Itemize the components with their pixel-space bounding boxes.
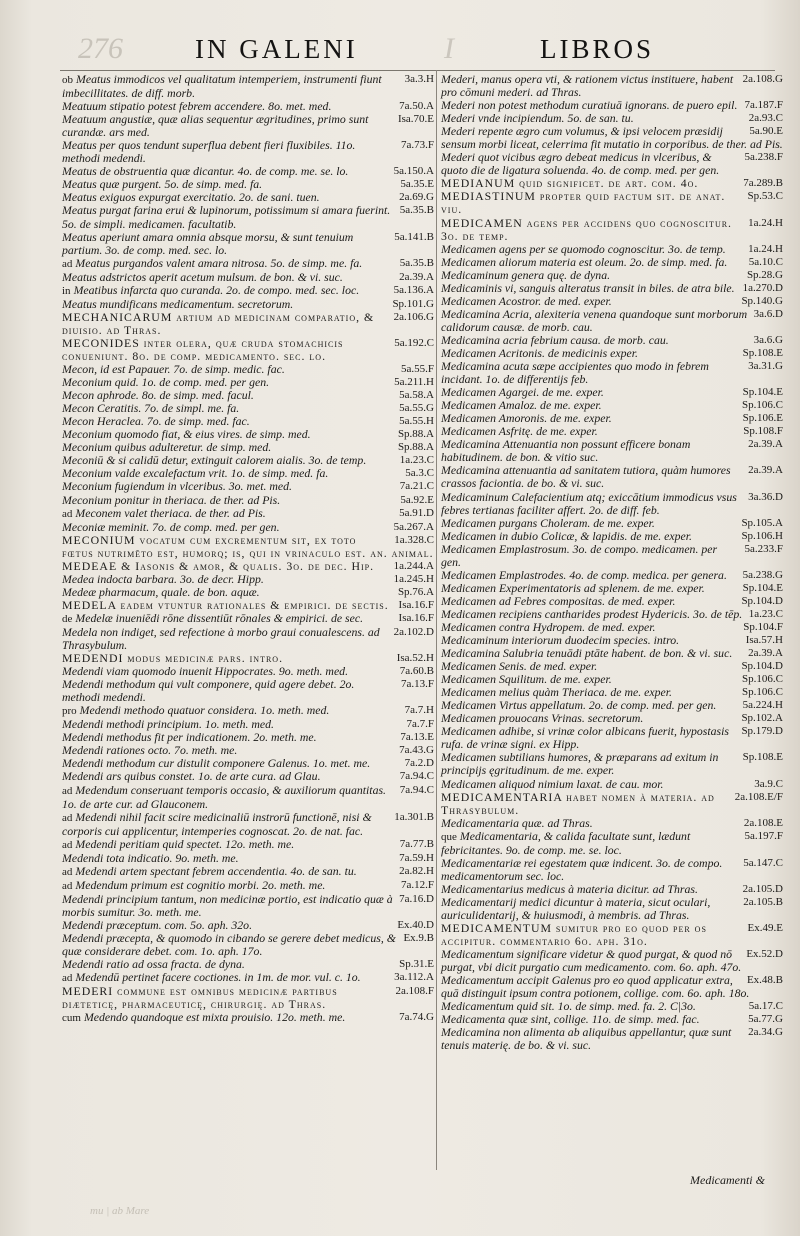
entry-reference: 7a.59.H (399, 851, 434, 864)
entry-reference: Isa.57.H (745, 634, 783, 647)
entry-text: Medicamina Salubria tenuādi ptāte habent. de bon. & vi. suc. (441, 646, 733, 661)
entry-text: Medicamentum accipit Galenus pro eo quod applicatur extra, quā distinguit ipsum contra potionem, collige. com. 6o. aph. 18o. (441, 973, 750, 1001)
entry-reference: 1a.328.C (394, 533, 434, 546)
entry-text: Meconium quibus adulteretur. de simp. med. (62, 440, 272, 455)
entry-text: Medicamen contra Hydropem. de med. exper. (441, 619, 656, 634)
entry-prefix: ad (62, 865, 73, 878)
entry-text: Medicamen Virtus appellatum. 2o. de comp. med. per gen. (441, 698, 717, 713)
entry-reference: 5a.267.A (393, 520, 434, 533)
entry-reference: 7a.43.G (399, 744, 434, 757)
entry-text: Medicamentum significare videtur & quod purgat, & quod nō purgat, vbi dicit purgatio cum medicamento. com. 6o. aph. 47o. (441, 947, 742, 975)
entry-reference: 5a.197.F (744, 829, 783, 842)
entry-text: Medicamen agens per se quomodo cognoscitur. 3o. de temp. (441, 241, 726, 256)
index-entry (441, 922, 783, 948)
index-entry (441, 791, 783, 817)
index-entry (62, 337, 434, 363)
entry-reference: 2a.105.D (742, 882, 783, 895)
entry-reference: 3a.36.D (748, 490, 783, 503)
entry-reference: 7a.77.B (399, 837, 434, 850)
entry-reference: Sp.106.C (742, 673, 783, 686)
entry-text: Meatus quæ purgent. 5o. de simp. med. fa. (62, 177, 263, 192)
entry-text: Medicamentarij medici dicuntur à materia, sicut oculari, auriculidentarij, & huiusmodi, à membris. ad Thras. (441, 894, 711, 922)
entry-reference: 2a.39.A (748, 438, 783, 451)
entry-reference: 2a.82.H (399, 864, 434, 877)
entry-reference: Sp.108.E (742, 751, 783, 764)
entry-reference: Isa.70.E (397, 113, 434, 126)
entry-reference: 7a.73.F (401, 139, 434, 152)
index-entry (62, 893, 434, 919)
entry-text: Medendum conseruant temporis occasio, & auxiliorum quantitas. 1o. de arte cur. ad Glauconem. (62, 782, 387, 811)
entry-text: Meatus exiguos expurgat exercitatio. 2o. de sani. tuen. (62, 190, 320, 205)
entry-text: Medicamina Attenuantia non possunt efficere bonam habitudinem. de bon. & vitio suc. (441, 437, 691, 465)
entry-reference: 5a.192.C (394, 336, 434, 349)
entry-text: Meconiæ meminit. 7o. de comp. med. per gen. (62, 519, 280, 534)
entry-reference: Sp.88.A (397, 428, 434, 441)
entry-text: Meconem valet theriaca. de ther. ad Pis. (75, 505, 266, 520)
index-entry (441, 974, 783, 1000)
entry-text: Medicamen Acritonis. de medicinis exper. (441, 345, 638, 360)
entry-text: Medicamen subtilians humores, & præparans ad exitum in principijs ęgritudinum. de me. exper. (441, 750, 719, 778)
entry-reference: 2a.108.G (742, 73, 783, 85)
entry-text: Mecon aphrode. 8o. de simp. med. facul. (62, 388, 254, 403)
entry-text: Medendi viam quomodo inuenit Hippocrates. 9o. meth. med. (62, 664, 349, 679)
entry-reference: Sp.101.G (392, 297, 434, 310)
entry-reference: 2a.39.A (748, 647, 783, 660)
index-entry (62, 932, 434, 958)
entry-reference: 2a.108.E/F (734, 790, 783, 803)
entry-reference: 7a.94.C (399, 783, 434, 796)
entry-reference: Sp.53.C (747, 190, 783, 203)
entry-reference: 3a.112.A (394, 971, 434, 984)
entry-text: Medicamen aliquod nimium laxat. de cau. mor. (441, 776, 664, 791)
entry-reference: 5a.238.F (744, 151, 783, 164)
index-entry (441, 725, 783, 751)
index-entry (441, 491, 783, 517)
entry-reference: 2a.39.A (748, 464, 783, 477)
index-entry (62, 811, 434, 838)
index-entry (62, 838, 434, 852)
entry-reference: 2a.34.G (748, 1026, 783, 1039)
entry-text: Mederi, manus opera vti, & rationem victus instituere, habent pro cōmuni mederi. ad Thras. (441, 72, 734, 100)
entry-text: Meatus purgandos valent amara nitrosa. 5o. de simp. me. fa. (75, 255, 363, 270)
entry-text: Medelæ inueniēdi rōne dissentiūt rōnales & empirici. de sec. (75, 610, 364, 625)
entry-reference: 5a.136.A (393, 283, 434, 296)
bleed-through-text: mu | ab Mare (90, 1205, 150, 1217)
entry-prefix: de (62, 612, 73, 625)
entry-reference: 7a.13.F (401, 678, 434, 691)
entry-reference: 1a.245.H (393, 572, 434, 585)
entry-reference: 5a.3.C (405, 467, 434, 480)
entry-reference: Sp.108.F (743, 425, 783, 438)
folio-number: 276 (78, 32, 123, 65)
entry-text: MEDIASTINUM propter quid factum sit. de anat. viu. (441, 189, 726, 217)
right-index-column (441, 73, 783, 1053)
index-entry (62, 784, 434, 811)
entry-text: Medendi ars quibus constet. 1o. de arte cura. ad Glau. (62, 769, 321, 784)
entry-reference: 1a.23.C (748, 607, 783, 620)
entry-reference: Sp.105.A (741, 516, 783, 529)
entry-prefix: ad (62, 507, 73, 520)
entry-text: Medendi methodi principium. 1o. meth. med. (62, 717, 274, 732)
entry-reference: 7a.7.H (404, 704, 434, 717)
entry-text: Meconium quid. 1o. de comp. med. per gen. (62, 375, 270, 390)
entry-text: Medicamentariæ rei egestatem quæ indicent. 3o. de compo. medicamentorum sec. loc. (441, 855, 723, 883)
entry-reference: 5a.150.A (393, 165, 434, 178)
entry-prefix: que (441, 830, 457, 843)
entry-text: Medela non indiget, sed refectione à morbo graui conualescens. ad Thrasybulum. (62, 624, 380, 653)
entry-text: Mederi quot vicibus ægro debeat medicus in vlceribus, & quoto die de ligatura soluenda. 4o. de comp. med. per gen. (441, 150, 720, 178)
entry-text: Mecon Heraclea. 7o. de simp. med. fac. (62, 414, 250, 429)
entry-reference: Sp.28.G (746, 268, 783, 281)
entry-reference: 5a.224.H (742, 699, 783, 712)
index-entry (62, 204, 434, 230)
entry-reference: Sp.140.G (741, 294, 783, 307)
entry-text: Meatuum angustiæ, quæ alias sequentur ægritudines, primo sunt curandæ. ars med. (62, 112, 369, 140)
entry-reference: Sp.106.C (742, 686, 783, 699)
entry-reference: 3a.3.H (404, 73, 434, 85)
entry-text: Meatus mundificans medicamentum. secretorum. (62, 296, 294, 311)
index-entry (62, 73, 434, 100)
entry-reference: 5a.238.G (742, 568, 783, 581)
entry-reference: Sp.179.D (741, 725, 783, 738)
entry-text: Mecon Ceratitis. 7o. de simpl. me. fa. (62, 401, 240, 416)
entry-reference: 5a.141.B (394, 230, 434, 243)
index-entry (441, 217, 783, 243)
entry-reference: 5a.147.C (743, 856, 783, 869)
entry-reference: 7a.50.A (399, 100, 434, 113)
entry-prefix: ad (62, 257, 73, 270)
entry-text: Medendi artem spectant febrem accendentia. 4o. de san. tu. (75, 863, 357, 878)
entry-text: Medicaminis vi, sanguis alteratus transit in biles. de atra bile. (441, 280, 735, 295)
entry-text: Medicamina acria febrium causa. de morb. cau. (441, 332, 669, 347)
entry-text: MECONIDES inter olera, quæ cruda stomachicis conueniunt. 8o. de comp. medicamento. sec. lo. (62, 335, 344, 363)
entry-text: Medicamentum quid sit. 1o. de simp. med. fa. 2. C|3o. (441, 999, 696, 1014)
entry-text: Medendi nihil facit scire medicinaliū instrorū functionē, nisi & corporis cui applicentur, intemperies cognoscat. 2o. de nat. fac. (62, 809, 372, 838)
entry-text: Medicamenta quæ sint, collige. 11o. de simp. med. fac. (441, 1012, 700, 1027)
entry-reference: 2a.105.B (743, 895, 783, 908)
entry-text: MEDICAMENTARIA habet nomen à materia. ad Thrasybulum. (441, 789, 715, 817)
entry-text: Medicamen in dubio Colicæ, & lapidis. de me. exper. (441, 528, 692, 543)
entry-text: Medicamen purgans Choleram. de me. exper. (441, 515, 655, 530)
entry-reference: Sp.106.C (742, 399, 783, 412)
entry-reference: Ex.9.B (403, 932, 434, 945)
entry-prefix: ad (62, 838, 73, 851)
entry-reference: Ex.52.D (746, 948, 783, 961)
entry-text: Medicamen aliorum materia est oleum. 2o. de simp. med. fa. (441, 254, 728, 269)
entry-reference: 5a.92.E (400, 493, 434, 506)
entry-reference: Sp.31.E (399, 958, 434, 971)
entry-reference: 5a.90.E (749, 125, 783, 138)
entry-reference: Sp.106.H (741, 529, 783, 542)
entry-text: Medendi methodo quatuor considera. 1o. meth. med. (79, 703, 330, 718)
entry-reference: Ex.48.B (746, 974, 783, 987)
entry-text: Medicamen Emplastrosum. 3o. de compo. medicamen. per gen. (441, 541, 718, 569)
entry-text: Medicamen Amoronis. de me. exper. (441, 411, 612, 426)
index-entry (62, 879, 434, 893)
entry-text: Medendi methodum cur distulit componere Galenus. 1o. met. me. (62, 756, 371, 771)
entry-text: Meatus aperiunt amara omnia absque morsu, & sunt tenuium partium. 3o. de comp. med. sec. lo. (62, 229, 354, 257)
entry-text: Medicamen Experimentatoris ad splenem. de me. exper. (441, 580, 705, 595)
entry-text: Meconium fugiendum in vlceribus. 3o. met. med. (62, 479, 292, 494)
column-divider (436, 70, 437, 1170)
entry-text: Medicaminum Calefacientium atq; exiccātium immodicus vsus febres tertianas faciliter affert. 2o. de diff. feb. (441, 489, 737, 517)
index-entry (441, 73, 783, 99)
index-entry (441, 464, 783, 490)
entry-text: MEDICAMEN agens per accidens quo cognoscitur. 3o. de temp. (441, 215, 733, 243)
entry-text: Medicamen ad Febres compositas. de med. exper. (441, 593, 676, 608)
right-folio-mark: I (444, 32, 454, 65)
entry-text: Medicamen Senis. de med. exper. (441, 659, 598, 674)
entry-reference: Sp.104.F (743, 620, 783, 633)
entry-reference: 1a.24.H (748, 216, 783, 229)
catchword: Medicamenti & (690, 1173, 765, 1187)
entry-text: Meconium valde excalefactum vrit. 1o. de simp. med. fa. (62, 466, 329, 481)
entry-text: Medendi principium tantum, non medicinæ portio, est indicatio quæ à morbis sumitur. 3o. meth. me. (62, 891, 393, 919)
entry-reference: 5a.55.F (401, 363, 434, 376)
entry-prefix: ad (62, 811, 73, 824)
entry-reference: 5a.35.B (399, 204, 434, 217)
index-entry (441, 438, 783, 464)
entry-text: Medicamina Acria, alexiteria venena quandoque sunt morborum calidorum causæ. de morb. cau. (441, 306, 748, 334)
entry-text: Medicamina non alimenta ab aliquibus appellantur, quæ sunt tenuis materię. de bo. & vi. suc. (441, 1025, 732, 1053)
entry-text: Medendi tota indicatio. 9o. meth. me. (62, 850, 239, 865)
entry-reference: Isa.16.F (398, 598, 434, 611)
entry-text: Medendo quandoque est mixta prouisio. 12o. meth. me. (83, 1010, 346, 1025)
index-entry (62, 284, 434, 298)
entry-text: MEDICAMENTUM sumitur pro eo quod per os accipitur. commentario 6o. aph. 31o. (441, 921, 707, 949)
index-entry (441, 308, 783, 334)
entry-reference: 5a.35.B (399, 256, 434, 269)
entry-text: Medicaminum interiorum duodecim species. intro. (441, 633, 680, 648)
entry-reference: 7a.2.D (404, 757, 434, 770)
entry-prefix: pro (62, 705, 77, 718)
index-entry (62, 626, 434, 652)
entry-text: Medicamentaria quæ. ad Thras. (441, 815, 593, 830)
entry-text: Medendū pertinet facere coctiones. in 1m. de mor. vul. c. 1o. (75, 970, 361, 985)
entry-text: Medicamen Emplastrodes. 4o. de comp. medica. per genera. (441, 567, 727, 582)
entry-reference: 3a.6.G (753, 333, 783, 346)
left-running-title: IN GALENI (195, 34, 358, 64)
entry-text: Medicamentaria, & calida facultate sunt, lædunt febricitantes. 9o. de comp. me. se. loc. (441, 828, 691, 857)
entry-text: Medendi methodum qui vult componere, quid agere debet. 2o. methodi medendi. (62, 677, 355, 705)
entry-reference: 5a.58.A (399, 389, 434, 402)
entry-reference: 2a.39.A (399, 270, 434, 283)
entry-reference: 7a.74.G (399, 1011, 434, 1024)
entry-reference: 2a.102.D (393, 625, 434, 638)
entry-reference: 5a.55.G (399, 402, 434, 415)
entry-reference: 5a.91.D (399, 506, 434, 519)
entry-text: Meatus immodicos vel qualitatum intemperiem, instrumenti fiunt imbecillitates. de diff. morb. (62, 72, 382, 101)
index-entry (441, 151, 783, 177)
index-entry (441, 896, 783, 922)
entry-prefix: in (62, 284, 71, 297)
entry-text: Medicamina acuta sæpe accipientes quo modo in febrem incidant. 1o. de differentijs feb. (441, 359, 709, 387)
entry-text: MECHANICARUM artium ad medicinam comparatio, & diuisio. ad Thras. (62, 309, 375, 337)
entry-prefix: ad (62, 879, 73, 892)
index-entry (441, 543, 783, 569)
entry-text: Medendum primum est cognitio morbi. 2o. meth. me. (75, 877, 326, 892)
entry-text: Medendi præceptum. com. 5o. aph. 32o. (62, 918, 253, 932)
entry-text: Medicamen melius quàm Theriaca. de me. exper. (441, 685, 672, 700)
left-index-column (62, 73, 434, 1025)
entry-reference: Sp.104.D (741, 660, 783, 673)
entry-reference: 5a.233.F (744, 542, 783, 555)
entry-reference: Ex.40.D (397, 919, 434, 931)
entry-text: Mederi non potest methodum curatiuā ignorans. de puero epil. (441, 98, 738, 113)
running-head (0, 30, 800, 70)
entry-reference: 1a.301.B (394, 810, 434, 823)
entry-reference: 7a.60.B (399, 665, 434, 678)
entry-text: Medicamen Asfritę. de me. exper. (441, 424, 598, 439)
entry-reference: 7a.13.E (400, 731, 434, 744)
entry-reference: Sp.76.A (397, 585, 434, 598)
entry-text: Medicaminum genera quę. de dyna. (441, 267, 611, 282)
entry-reference: 2a.108.F (395, 985, 434, 998)
entry-reference: Isa.16.F (398, 611, 434, 624)
entry-reference: 2a.108.E (743, 816, 783, 829)
entry-text: Medicamen prouocans Vrinas. secretorum. (441, 711, 644, 726)
entry-reference: 7a.21.C (399, 480, 434, 493)
entry-text: Meatus per quos tendunt superflua debent fieri fluxibiles. 11o. methodi medendi. (62, 138, 356, 166)
index-entry (62, 704, 434, 718)
entry-text: Meconium quomodo fiat, & eius vires. de simp. med. (62, 427, 311, 442)
index-entry (62, 985, 434, 1011)
index-entry (441, 751, 783, 777)
entry-text: Medeæ pharmacum, quale. de bon. aquæ. (62, 584, 260, 599)
entry-prefix: ad (62, 784, 73, 797)
index-entry (62, 534, 434, 560)
entry-prefix: cum (62, 1012, 81, 1025)
entry-reference: 3a.9.C (754, 777, 783, 790)
entry-text: Meatuum stipatio potest febrem accendere. 8o. met. med. (62, 99, 332, 114)
index-entry (62, 865, 434, 879)
entry-text: Medicamen Acostror. de med. exper. (441, 293, 612, 308)
entry-text: Medicamina attenuantia ad sanitatem tutiora, quàm humores crassos faciontia. de bo. & vi. suc. (441, 463, 731, 491)
index-entry (441, 190, 783, 216)
entry-text: Mecon, id est Papauer. 7o. de simp. medic. fac. (62, 362, 285, 377)
entry-reference: 7a.12.F (401, 878, 434, 891)
entry-reference: 1a.270.D (742, 281, 783, 294)
index-entry (62, 139, 434, 165)
entry-prefix: ad (62, 972, 73, 985)
index-entry (441, 857, 783, 883)
index-entry (62, 971, 434, 985)
entry-text: MEDERI commune est omnibus medicinæ partibus diæteticę, pharmaceuticę, chirurgię. ad Thras. (62, 984, 338, 1012)
entry-text: Medendi præcepta, & quomodo in cibando se gerere debet medicus, & quæ considerare debet. com. 1o. aph. 17o. (62, 931, 396, 959)
entry-reference: Sp.108.E (742, 346, 783, 359)
entry-text: Medicamen Squilitum. de me. exper. (441, 672, 612, 687)
entry-text: Medendi ratio ad ossa fracta. de dyna. (62, 957, 245, 972)
index-entry (62, 507, 434, 521)
index-entry (441, 360, 783, 386)
index-entry (62, 612, 434, 626)
entry-reference: 5a.77.G (748, 1013, 783, 1026)
entry-text: Medea indocta barbara. 3o. de decr. Hipp. (62, 571, 264, 586)
entry-reference: 7a.94.C (399, 770, 434, 783)
entry-text: Medendi peritiam quid spectet. 12o. meth. me. (75, 836, 295, 851)
entry-text: MEDIANUM quid significet. de art. com. 4o. (441, 176, 699, 191)
entry-reference: 2a.106.G (393, 310, 434, 323)
entry-reference: 1a.24.H (748, 242, 783, 255)
right-running-title: LIBROS (540, 34, 655, 64)
entry-text: Meatibus infarcta quo curanda. 2o. de compo. med. sec. loc. (73, 282, 360, 297)
entry-reference: Sp.104.E (742, 386, 783, 399)
entry-reference: 3a.6.D (753, 307, 783, 320)
entry-prefix: ob (62, 74, 73, 86)
entry-reference: Sp.104.D (741, 594, 783, 607)
entry-reference: 3a.31.G (748, 360, 783, 373)
index-entry (62, 257, 434, 271)
index-entry (441, 948, 783, 974)
entry-reference: 7a.7.F (406, 718, 434, 731)
entry-text: Meconiū & si calidū detur, extinguit calorem aialis. 3o. de temp. (62, 453, 367, 468)
index-entry (62, 231, 434, 257)
entry-text: Medicamen Amaloz. de me. exper. (441, 398, 602, 413)
entry-reference: Sp.106.E (742, 412, 783, 425)
entry-reference: 5a.211.H (394, 376, 434, 389)
entry-text: Meatus de obstruentia quæ dicantur. 4o. de comp. me. se. lo. (62, 164, 349, 179)
entry-text: Medicamen Agargei. de me. exper. (441, 385, 604, 400)
entry-text: Medicamen recipiens cantharides prodest Hydericis. 3o. de tēp. (441, 606, 743, 621)
index-entry (62, 311, 434, 337)
entry-text: Medicamentarius medicus à materia dicitur. ad Thras. (441, 881, 698, 896)
entry-reference: Sp.102.A (741, 712, 783, 725)
entry-text: Meatus purgat farina erui & lupinorum, potissimum si amara fuerint. 5o. de simpli. medicamen. facultatib. (62, 203, 391, 231)
entry-text: MEDELA eadem vtuntur rationales & empirici. de sectis. (62, 597, 389, 612)
entry-text: Mederi repente ægro cum volumus, & ipsi velocem præsidij sensum morbi liceat, celerrima fit mutatio in corporibus. de ther. ad Pis. (441, 124, 783, 152)
entry-text: Medicamen adhibe, si vrinæ color albicans fuerit, hypostasis rufa. de vrinæ signi. ex Hipp. (441, 724, 730, 752)
header-rule (60, 70, 775, 71)
entry-reference: 7a.289.B (743, 177, 783, 190)
entry-reference: 1a.244.A (393, 559, 434, 572)
entry-reference: Sp.104.E (742, 581, 783, 594)
entry-text: Meatus adstrictos aperit acetum mulsum. de bon. & vi. suc. (62, 269, 343, 284)
index-entry (441, 125, 783, 151)
entry-reference: Ex.49.E (747, 922, 783, 935)
entry-text: Medendi methodus fit per indicationem. 2o. meth. me. (62, 730, 317, 745)
index-entry (441, 830, 783, 857)
entry-reference: 2a.69.G (399, 191, 434, 204)
entry-reference: 1a.23.C (399, 454, 434, 467)
entry-text: Mederi vnde incipiendum. 5o. de san. tu. (441, 111, 634, 126)
entry-reference: 5a.10.C (748, 255, 783, 268)
entry-reference: 7a.187.F (744, 99, 783, 112)
entry-text: MECONIUM vocatum cum excrementum sit, ex toto fœtus nutrimēto est, humorq; is, qui in vrinaculo est. an. animal. (62, 532, 434, 560)
entry-reference: Isa.52.H (396, 652, 434, 665)
entry-reference: Sp.88.A (397, 441, 434, 454)
entry-reference: 7a.16.D (399, 892, 434, 905)
index-entry (62, 1011, 434, 1025)
entry-text: Meconium ponitur in theriaca. de ther. ad Pis. (62, 492, 281, 507)
entry-reference: 5a.35.E (400, 178, 434, 191)
entry-reference: 5a.17.C (748, 1000, 783, 1013)
entry-reference: 5a.55.H (399, 415, 434, 428)
entry-text: MEDEAE & Iasonis & amor, & qualis. 3o. de dec. Hip. (62, 558, 375, 573)
index-entry (62, 678, 434, 704)
entry-reference: 2a.93.C (748, 112, 783, 125)
index-entry (441, 1026, 783, 1052)
entry-text: Medendi rationes octo. 7o. meth. me. (62, 743, 238, 758)
index-entry (62, 113, 434, 139)
entry-text: MEDENDI modus medicinæ pars. intro. (62, 651, 284, 666)
